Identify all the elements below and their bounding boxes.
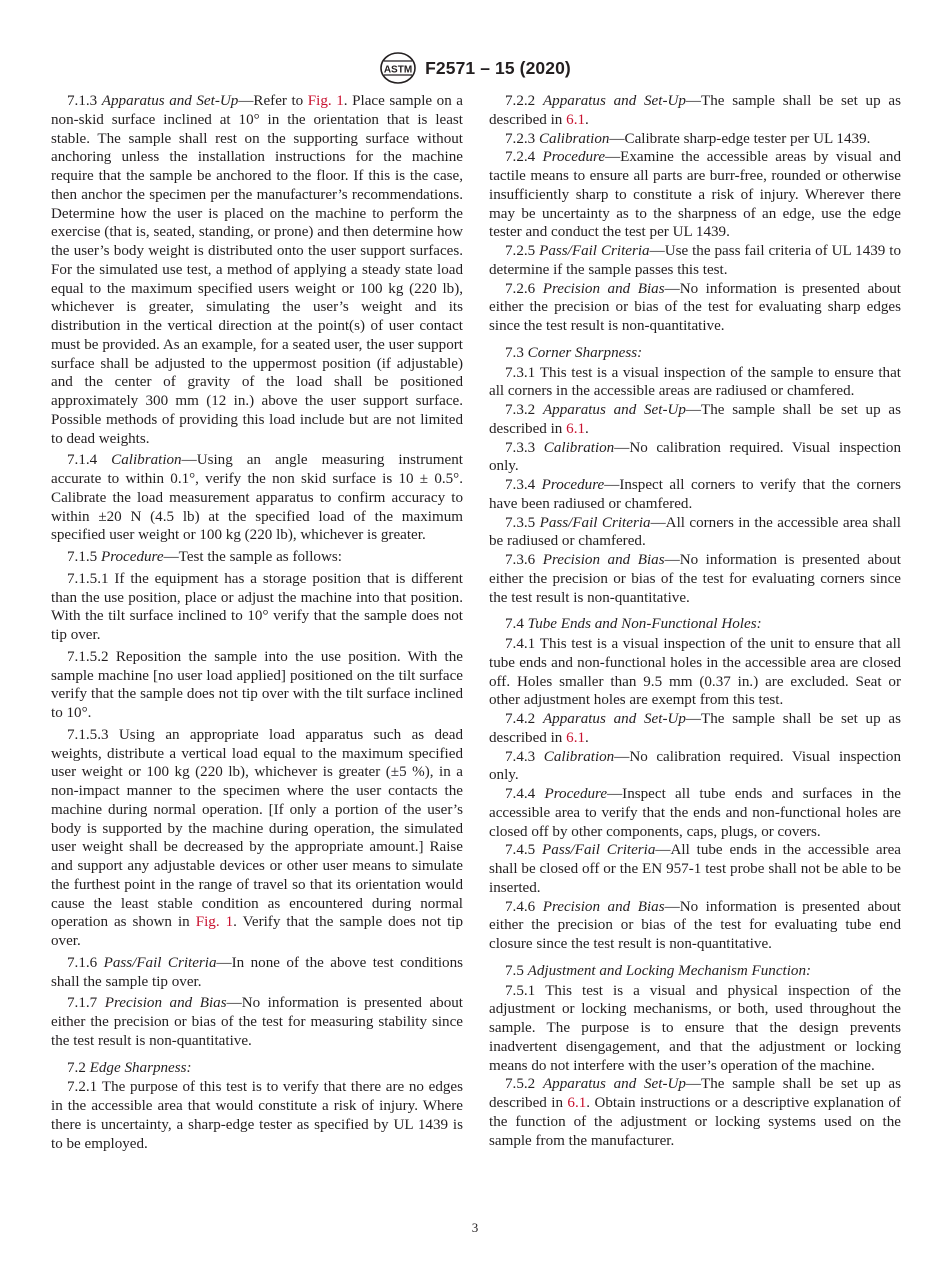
section-heading-7-3: 7.3 Corner Sharpness: [505, 344, 643, 361]
paragraph-7-1-5-1: 7.1.5.1 If the equipment has a storage position that is different than the use position, place or adjust the machine into that position. With the tilt surface inclined to 10° verify that the sample does not tip over. [51, 570, 463, 643]
paragraph-7-3-2: 7.3.2 Apparatus and Set-Up—The sample shall be set up as described in 6.1. [489, 402, 901, 437]
paragraph-7-1-7: 7.1.7 Precision and Bias—No information is presented about either the precision or bias of the test for measuring stability since the test result is non-quantitative. [51, 995, 463, 1049]
paragraph-7-1-4: 7.1.4 Calibration—Using an angle measuring instrument accurate to within 0.1°, verify the non skid surface is 10 ± 0.5°. Calibrate the load measurement apparatus to confirm accuracy to within ±20 N (4.5 lb) at the specified load of the maximum specified user weight or 100 kg (220 lb), whichever is greater. [51, 452, 463, 544]
paragraph-7-1-5-3: 7.1.5.3 Using an appropriate load apparatus such as dead weights, distribute a vertical load equal to the maximum specified user weight or 100 kg (220 lb), whichever is greater (±5 %), in a non-impact manner to the specimen where the user contacts the machine during normal operation. [If only a portion of the user’s body is supported by the machine during operation, the simulated user weight shall be decreased by the appropriate amount.] Raise and support any adjustable devices or other user means to simulate the furthest point in the range of travel so that its orientation would cause the least stable condition as encountered during normal operation as shown in Fig. 1. Verify that the sample does not tip over. [51, 726, 464, 949]
paragraph-7-4-5: 7.4.5 Pass/Fail Criteria—All tube ends in the accessible area shall be closed off or the EN 957-1 test probe shall not be able to be inserted. [489, 842, 901, 896]
section-6-1-link[interactable]: 6.1 [566, 111, 586, 128]
paragraph-7-3-6: 7.3.6 Precision and Bias—No information is presented about either the precision or bias of the test for evaluating corners since the test result is non-quantitative. [489, 552, 901, 606]
paragraph-7-2-4: 7.2.4 Procedure—Examine the accessible areas by visual and tactile means to ensure all parts are burr-free, rounded or otherwise insufficiently sharp to constitute a risk of injury. Wherever there may be uncertainty as to the sharpness of an edge, use the edge tester and conduct the test per UL 1439. [489, 149, 901, 241]
fig-1-link[interactable]: Fig. 1 [195, 914, 234, 931]
paragraph-7-3-3: 7.3.3 Calibration—No calibration required. Visual inspection only. [489, 439, 901, 475]
paragraph-7-4-3: 7.4.3 Calibration—No calibration required. Visual inspection only. [489, 748, 901, 784]
svg-text:ASTM: ASTM [383, 64, 413, 76]
paragraph-7-1-5: 7.1.5 Procedure—Test the sample as follows: [67, 549, 342, 565]
right-column [489, 92, 901, 1150]
section-heading-7-4: 7.4 Tube Ends and Non-Functional Holes: [505, 616, 762, 633]
fig-1-link[interactable]: Fig. 1 [307, 93, 344, 109]
paragraph-7-2-1: 7.2.1 The purpose of this test is to verify that there are no edges in the accessible area that would constitute a risk of injury. Where there is uncertainty, a sharp-edge tester as specified by UL 1439 is to be employed. [51, 1079, 463, 1152]
paragraph-7-4-1: 7.4.1 This test is a visual inspection of the unit to ensure that all tube ends and non-functional holes in the accessible area are closed off. Holes smaller than 9.5 mm (0.37 in.) are excluded. Seat or other adjustment holes are exempt from this test. [489, 636, 901, 709]
paragraph-7-1-3: 7.1.3 Apparatus and Set-Up—Refer to Fig. 1. Place sample on a non-skid surface inclined at 10° in the orientation that is least stable. The sample shall rest on the supporting surface without anchoring unless the installation instructions for the machine require that the sample be anchored to the floor. If this is the case, then anchor the specimen per the manufacturer’s recommendations. Determine how the user is placed on the machine to perform the exercise (that is, seated, standing, or prone) and then determine how the user’s body weight is distributed onto the user support surfaces. For the simulated use test, a method of applying a steady state load equal to the maximum specified users weight or 100 kg (220 lb), whichever is greater, simulating the user’s weight and its distribution in the vertical direction at the point(s) of user contact must be provided. As an example, for a seated user, the user support surface shall be adjusted to the uppermost position (if adjustable) and the center of gravity of the load shall be positioned approximately 300 mm (12 in.) above the user support surface. Possible methods of providing this load include but are not limited to dead weights. [51, 93, 464, 447]
section-6-1-link[interactable]: 6.1 [566, 729, 586, 746]
paragraph-7-2-3: 7.2.3 Calibration—Calibrate sharp-edge tester per UL 1439. [505, 130, 871, 147]
astm-logo-icon [379, 51, 417, 85]
paragraph-7-2-6: 7.2.6 Precision and Bias—No information is presented about either the precision or bias of the test for evaluating sharp edges since the test result is non-quantitative. [489, 280, 901, 334]
section-heading-7-5: 7.5 Adjustment and Locking Mechanism Function: [505, 962, 812, 979]
left-column [51, 92, 463, 1153]
paragraph-7-1-6: 7.1.6 Pass/Fail Criteria—In none of the above test conditions shall the sample tip over. [51, 954, 463, 990]
section-heading-7-2: 7.2 Edge Sharpness: [67, 1059, 192, 1076]
standard-designation: F2571 – 15 (2020) [425, 57, 571, 78]
paragraph-7-1-5-2: 7.1.5.2 Reposition the sample into the use position. With the sample machine [no user load applied] positioned on the tilt surface verify that the sample does not tip over with the tilt surface inclined to 10°. [51, 648, 463, 721]
section-6-1-link[interactable]: 6.1 [567, 1095, 587, 1111]
paragraph-7-3-5: 7.3.5 Pass/Fail Criteria—All corners in the accessible area shall be radiused or chamfered. [489, 514, 901, 550]
paragraph-7-4-6: 7.4.6 Precision and Bias—No information is presented about either the precision or bias of the test for evaluating tube end closure since the test result is non-quantitative. [489, 898, 901, 952]
page-header [0, 50, 950, 86]
paragraph-7-4-2: 7.4.2 Apparatus and Set-Up—The sample shall be set up as described in 6.1. [489, 711, 901, 746]
paragraph-7-3-4: 7.3.4 Procedure—Inspect all corners to verify that the corners have been radiused or chamfered. [489, 477, 901, 512]
paragraph-7-5-1: 7.5.1 This test is a visual and physical inspection of the adjustment or locking mechanisms, or both, used throughout the sample. The purpose is to ensure that the design prevents inadvertent disengagement, and that the adjustment or locking means do not interfere with the user’s operation of the machine. [489, 982, 901, 1074]
paragraph-7-4-4: 7.4.4 Procedure—Inspect all tube ends and surfaces in the accessible area to verify that the ends and non-functional holes are closed off by other components, caps, plugs, or covers. [489, 786, 901, 840]
paragraph-7-2-5: 7.2.5 Pass/Fail Criteria—Use the pass fail criteria of UL 1439 to determine if the sample passes this test. [489, 243, 902, 278]
paragraph-7-5-2: 7.5.2 Apparatus and Set-Up—The sample shall be set up as described in 6.1. Obtain instructions or a descriptive explanation of the function of the adjustment or locking systems used on the sample from the manufacturer. [489, 1076, 901, 1149]
section-6-1-link[interactable]: 6.1 [566, 420, 586, 437]
paragraph-7-2-2: 7.2.2 Apparatus and Set-Up—The sample shall be set up as described in 6.1. [489, 93, 901, 128]
paragraph-7-3-1: 7.3.1 This test is a visual inspection of the sample to ensure that all corners in the accessible areas are radiused or chamfered. [489, 364, 901, 400]
page-number: 3 [471, 1220, 479, 1235]
